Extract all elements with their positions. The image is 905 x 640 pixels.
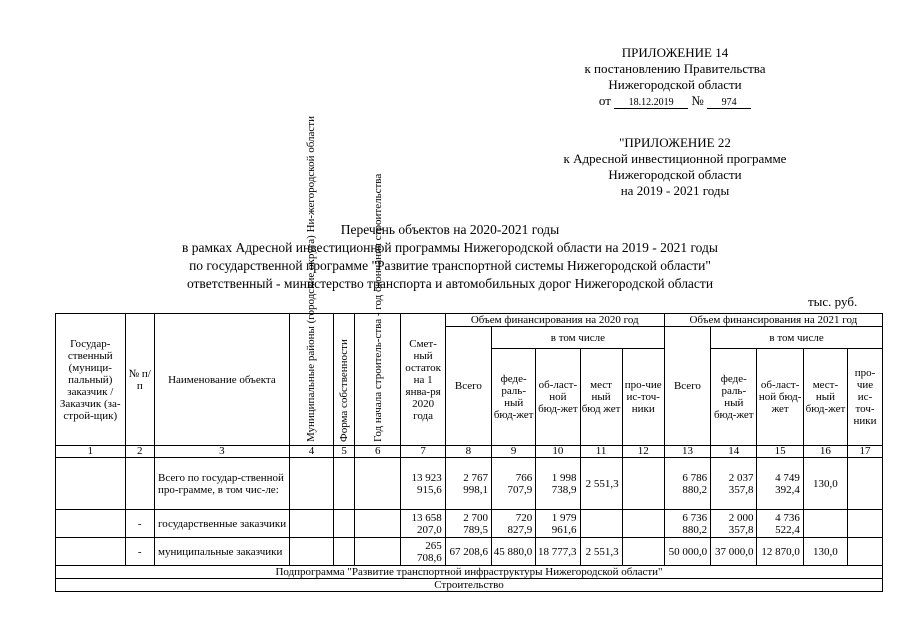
cell-years <box>355 538 401 566</box>
cell-local-2020: 2 551,3 <box>580 458 622 510</box>
column-number: 13 <box>664 446 710 458</box>
appendix-22-header <box>520 135 830 199</box>
header-object: Наименование объекта <box>155 314 290 446</box>
column-number: 2 <box>125 446 154 458</box>
cell-federal-2021: 2 000 357,8 <box>711 510 757 538</box>
cell-local-2020 <box>580 510 622 538</box>
from-label: от <box>598 93 611 108</box>
column-number: 14 <box>711 446 757 458</box>
column-number: 9 <box>492 446 536 458</box>
cell-customer <box>56 538 126 566</box>
cell-balance: 13 923 915,6 <box>401 458 445 510</box>
cell-other-2021 <box>848 458 883 510</box>
cell-customer <box>56 458 126 510</box>
appendix-14-line2: Нижегородской области <box>608 77 742 92</box>
cell-balance: 13 658 207,0 <box>401 510 445 538</box>
cell-object: государственные заказчики <box>155 510 290 538</box>
column-number: 4 <box>289 446 333 458</box>
cell-ownership <box>334 510 355 538</box>
cell-total-2021: 50 000,0 <box>664 538 710 566</box>
header-other-2021: про-чие ис-точ-ники <box>848 349 883 446</box>
column-number: 17 <box>848 446 883 458</box>
cell-other-2020 <box>622 538 664 566</box>
header-local-2020: мест ный бюд жет <box>580 349 622 446</box>
cell-regional-2020: 1 998 738,9 <box>536 458 580 510</box>
header-total-2021: Всего <box>664 327 710 446</box>
section-title: Строительство <box>56 579 883 592</box>
cell-other-2021 <box>848 538 883 566</box>
header-regional-2021: об-ласт-ной бюд-жет <box>757 349 803 446</box>
cell-total-2020: 2 700 789,5 <box>445 510 491 538</box>
title-line4: ответственный - министерство транспорта и автомобильных дорог Нижегородской области <box>186 276 714 291</box>
header-ownership <box>334 314 355 446</box>
cell-customer <box>56 510 126 538</box>
header-districts <box>289 116 333 446</box>
column-number: 15 <box>757 446 803 458</box>
cell-federal-2020: 45 880,0 <box>492 538 536 566</box>
cell-local-2021: 130,0 <box>803 538 847 566</box>
column-number: 7 <box>401 446 445 458</box>
cell-other-2021 <box>848 510 883 538</box>
cell-no <box>125 458 154 510</box>
header-years <box>355 173 401 446</box>
table-row-municipal-customers <box>56 538 883 566</box>
cell-years <box>355 458 401 510</box>
cell-no: - <box>125 538 154 566</box>
cell-other-2020 <box>622 458 664 510</box>
column-number: 5 <box>334 446 355 458</box>
table-row-state-customers <box>56 510 883 538</box>
cell-federal-2021: 2 037 357,8 <box>711 458 757 510</box>
resolution-number: 974 <box>707 97 751 109</box>
resolution-date: 18.12.2019 <box>614 97 688 109</box>
appendix-14-title: ПРИЛОЖЕНИЕ 14 <box>621 45 729 60</box>
appendix-22-title: "ПРИЛОЖЕНИЕ 22 <box>619 135 731 150</box>
cell-ownership <box>334 458 355 510</box>
cell-total-2021: 6 736 880,2 <box>664 510 710 538</box>
column-number: 10 <box>536 446 580 458</box>
appendix-22-line3: на 2019 - 2021 годы <box>620 183 730 198</box>
cell-federal-2020: 766 707,9 <box>492 458 536 510</box>
unit-label: тыс. руб. <box>808 294 858 309</box>
cell-object: Всего по государ-ственной про-грамме, в том чис-ле: <box>155 458 290 510</box>
header-fin-2020: Объем финансирования на 2020 год <box>445 314 664 327</box>
header-regional-2020: об-ласт-ной бюд-жет <box>536 349 580 446</box>
title-line3: по государственной программе "Развитие транспортной системы Нижегородской области" <box>189 258 711 273</box>
appendix-22-line1: к Адресной инвестиционной программе <box>563 151 787 166</box>
header-total-2020: Всего <box>445 327 491 446</box>
cell-balance: 265 708,6 <box>401 538 445 566</box>
header-customer: Государ-ственный (муници-пальный) заказчик /Заказчик (за-строй-щик) <box>56 314 126 446</box>
cell-federal-2021: 37 000,0 <box>711 538 757 566</box>
cell-no: - <box>125 510 154 538</box>
column-number: 11 <box>580 446 622 458</box>
header-including-2021: в том числе <box>711 327 883 349</box>
subprogram-title: Подпрограмма "Развитие транспортной инфраструктуры Нижегородской области" <box>56 566 883 579</box>
cell-total-2020: 67 208,6 <box>445 538 491 566</box>
cell-regional-2021: 12 870,0 <box>757 538 803 566</box>
cell-district <box>289 510 333 538</box>
cell-total-2020: 2 767 998,1 <box>445 458 491 510</box>
cell-local-2021: 130,0 <box>803 458 847 510</box>
appendix-22-line2: Нижегородской области <box>608 167 742 182</box>
column-number: 1 <box>56 446 126 458</box>
header-local-2021: мест-ный бюд-жет <box>803 349 847 446</box>
column-number: 6 <box>355 446 401 458</box>
cell-regional-2021: 4 749 392,4 <box>757 458 803 510</box>
cell-federal-2020: 720 827,9 <box>492 510 536 538</box>
header-ownership-text: Форма собственности <box>338 339 351 442</box>
cell-regional-2020: 1 979 961,6 <box>536 510 580 538</box>
cell-local-2021 <box>803 510 847 538</box>
header-federal-2020: феде-раль-ный бюд-жет <box>492 349 536 446</box>
header-no: № п/п <box>125 314 154 446</box>
column-number: 3 <box>155 446 290 458</box>
document-title <box>80 221 820 293</box>
appendix-14-date-line <box>560 93 790 109</box>
title-line1: Перечень объектов на 2020-2021 годы <box>340 222 560 237</box>
header-including-2020: в том числе <box>492 327 665 349</box>
cell-object: муниципальные заказчики <box>155 538 290 566</box>
table-row-total <box>56 458 883 510</box>
column-number: 16 <box>803 446 847 458</box>
column-numbers-row <box>56 446 883 458</box>
cell-district <box>289 458 333 510</box>
cell-ownership <box>334 538 355 566</box>
cell-regional-2021: 4 736 522,4 <box>757 510 803 538</box>
cell-regional-2020: 18 777,3 <box>536 538 580 566</box>
subprogram-row <box>56 566 883 579</box>
header-federal-2021: феде-раль-ный бюд-жет <box>711 349 757 446</box>
title-line2: в рамках Адресной инвестиционной программы Нижегородской области на 2019 - 2021 годы <box>182 240 718 255</box>
cell-local-2020: 2 551,3 <box>580 538 622 566</box>
section-row <box>56 579 883 592</box>
column-number: 8 <box>445 446 491 458</box>
cell-total-2021: 6 786 880,2 <box>664 458 710 510</box>
header-balance: Смет-ный остаток на 1 янва-ря 2020 года <box>401 314 445 446</box>
cell-district <box>289 538 333 566</box>
column-number: 12 <box>622 446 664 458</box>
header-districts-text: Муниципальные районы (городские округа) Ни-жегородской области <box>305 116 318 442</box>
number-label: № <box>691 93 704 108</box>
header-fin-2021: Объем финансирования на 2021 год <box>664 314 882 327</box>
cell-other-2020 <box>622 510 664 538</box>
header-years-text: Год начала строитель-ства - год окончания строительства <box>371 173 384 442</box>
header-other-2020: про-чие ис-точ-ники <box>622 349 664 446</box>
appendix-14-header <box>560 45 790 109</box>
appendix-14-line1: к постановлению Правительства <box>584 61 766 76</box>
cell-years <box>355 510 401 538</box>
